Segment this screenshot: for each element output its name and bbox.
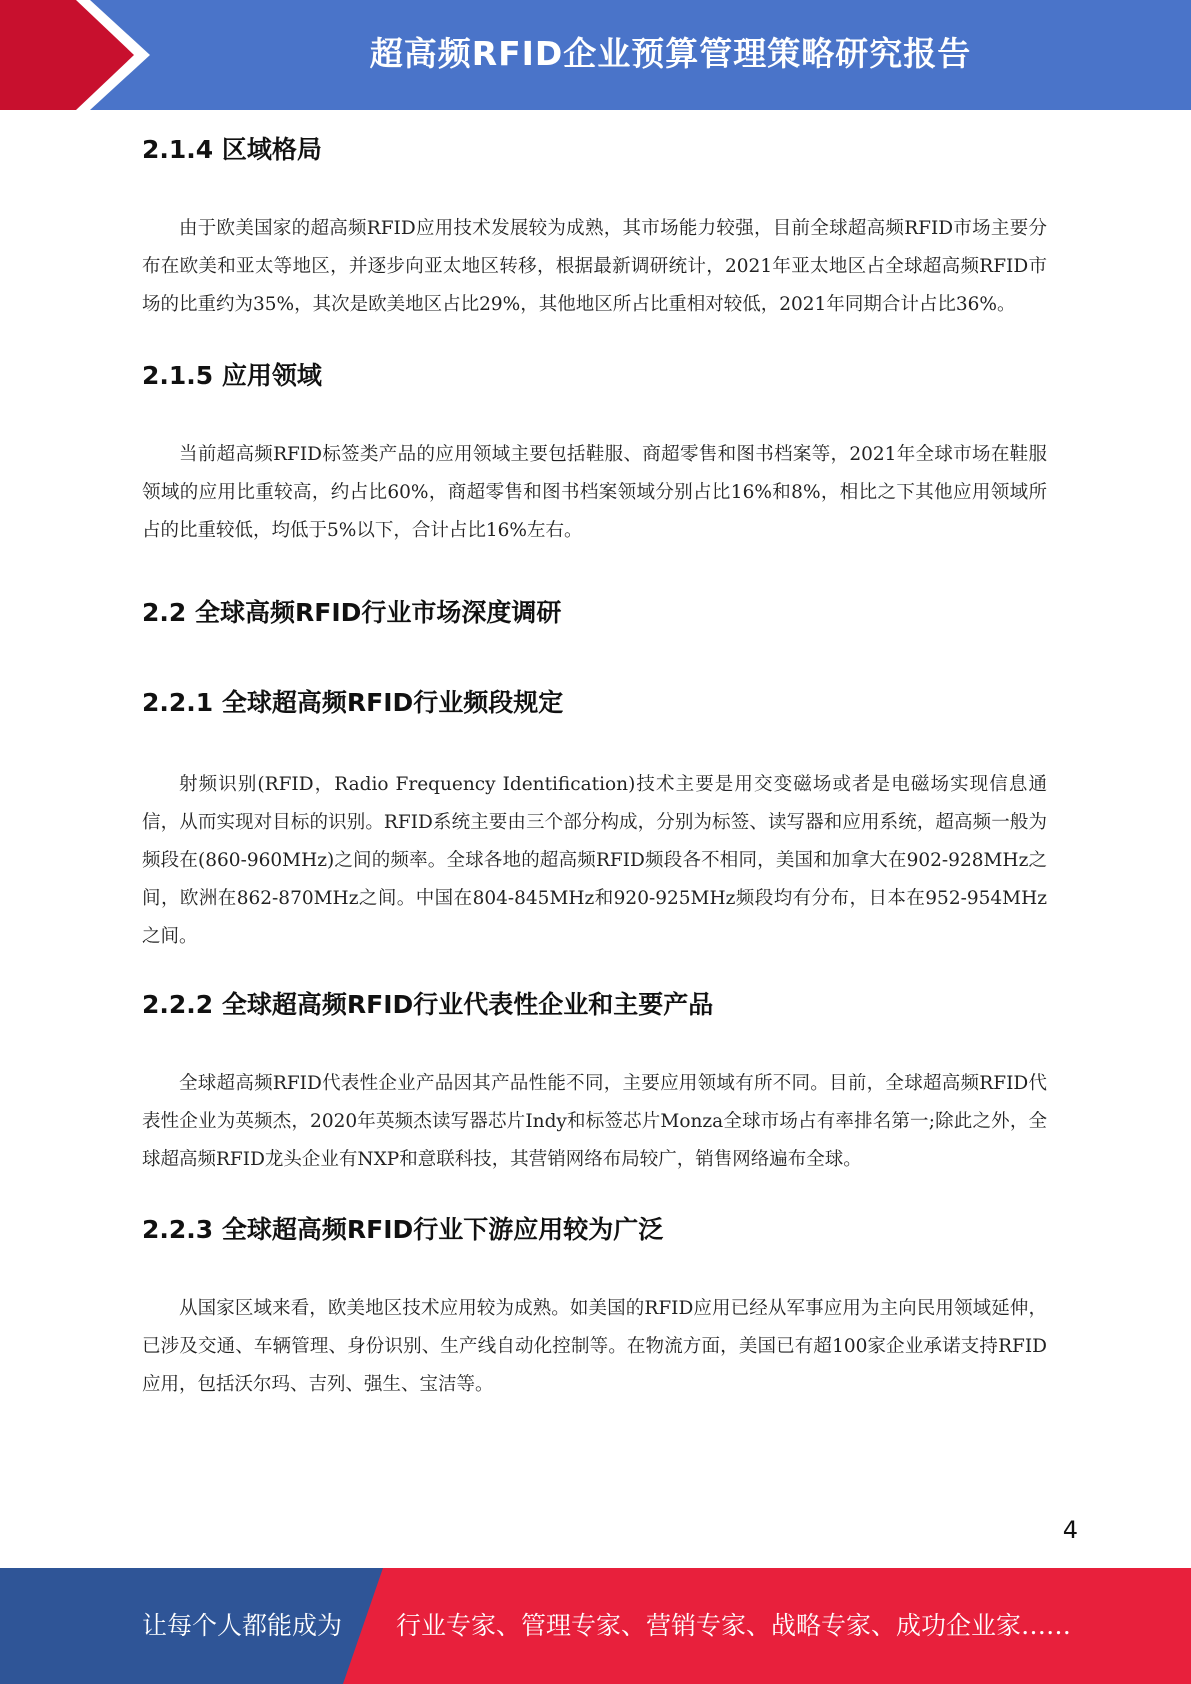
section-paragraph-2-2-3: 从国家区域来看，欧美地区技术应用较为成熟。如美国的RFID应用已经从军事应用为主向民用领域延伸，已涉及交通、车辆管理、身份识别、生产线自动化控制等。在物流方面，美国已有超100家企业承诺支持RFID应用，包括沃尔玛、吉列、强生、宝洁等。 xyxy=(142,1298,1047,1395)
section-heading-2-1-4: 2.1.4 区域格局 xyxy=(142,135,322,164)
section-paragraph-2-1-5: 当前超高频RFID标签类产品的应用领域主要包括鞋服、商超零售和图书档案等，2021年全球市场在鞋服领域的应用比重较高，约占比60%，商超零售和图书档案领域分别占比16%和8%，相比之下其他应用领域所占的比重较低，均低于5%以下，合计占比16%左右。 xyxy=(142,444,1047,541)
section-heading-2-2-1: 2.2.1 全球超高频RFID行业频段规定 xyxy=(142,688,564,717)
section-heading-2-1-5: 2.1.5 应用领域 xyxy=(142,361,322,390)
report-title: 超高频RFID企业预算管理策略研究报告 xyxy=(369,34,972,73)
section-heading-2-2: 2.2 全球高频RFID行业市场深度调研 xyxy=(142,598,562,627)
red-chevron-decoration xyxy=(0,0,160,110)
document-body xyxy=(142,110,1047,1404)
section-heading-2-2-3: 2.2.3 全球超高频RFID行业下游应用较为广泛 xyxy=(142,1215,664,1244)
section-heading-2-2-2: 2.2.2 全球超高频RFID行业代表性企业和主要产品 xyxy=(142,990,714,1019)
page-header xyxy=(0,0,1191,110)
page-footer xyxy=(0,1568,1191,1684)
section-paragraph-2-2-1: 射频识别(RFID，Radio Frequency Identification)技术主要是用交变磁场或者是电磁场实现信息通信，从而实现对目标的识别。RFID系统主要由三个部分构成，分别为标签、读写器和应用系统，超高频一般为频段在(860-960MHz)之间的频率。全球各地的超高频RFID频段各不相同，美国和加拿大在902-928MHz之间，欧洲在862-870MHz之间。中国在804-845MHz和920-925MHz频段均有分布，日本在952-954MHz之间。 xyxy=(142,774,1047,947)
section-paragraph-2-1-4: 由于欧美国家的超高频RFID应用技术发展较为成熟，其市场能力较强，目前全球超高频RFID市场主要分布在欧美和亚太等地区，并逐步向亚太地区转移，根据最新调研统计，2021年亚太地区占全球超高频RFID市场的比重约为35%，其次是欧美地区占比29%，其他地区所占比重相对较低，2021年同期合计占比36%。 xyxy=(142,218,1047,315)
footer-slogan-lead: 让每个人都能成为 xyxy=(142,1611,343,1640)
page-number: 4 xyxy=(1062,1516,1078,1544)
section-paragraph-2-2-2: 全球超高频RFID代表性企业产品因其产品性能不同，主要应用领域有所不同。目前，全球超高频RFID代表性企业为英频杰，2020年英频杰读写器芯片Indy和标签芯片Monza全球市场占有率排名第一;除此之外，全球超高频RFID龙头企业有NXP和意联科技，其营销网络布局较广，销售网络遍布全球。 xyxy=(142,1073,1047,1170)
footer-slogan-roles: 行业专家、管理专家、营销专家、战略专家、成功企业家…… xyxy=(396,1611,1072,1640)
